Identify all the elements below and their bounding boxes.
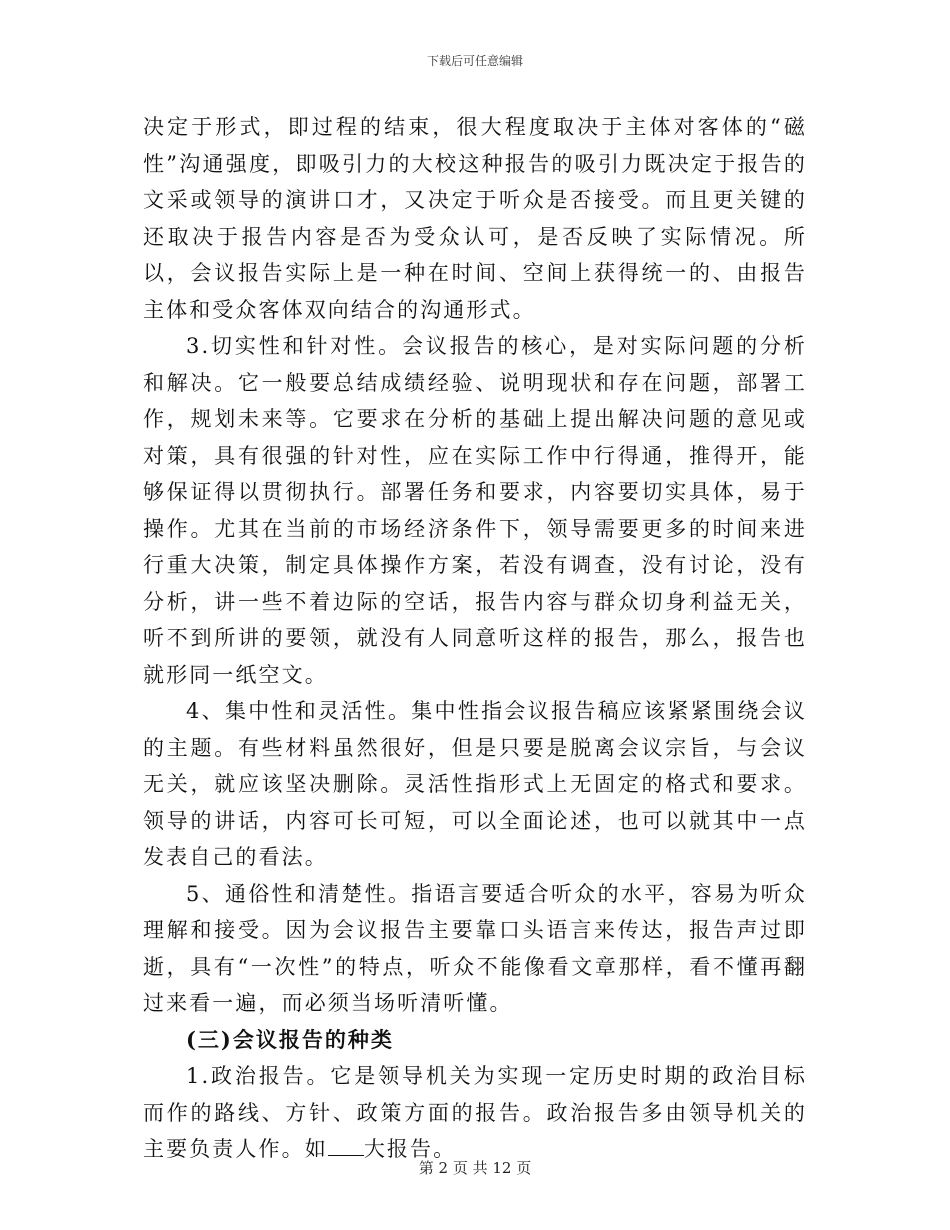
page-header: 下载后可任意编辑 (426, 54, 523, 68)
paragraph-political-report (143, 1058, 807, 1168)
political-report-text: 1.政治报告。它是领导机关为实现一定历史时期的政治目标而作的路线、方针、政策方面的报告。政治报告多由领导机关的主要负责人作。如 (143, 1064, 807, 1161)
paragraph-continuation: 决定于形式，即过程的结束，很大程度取决于主体对客体的“磁性”沟通强度，即吸引力的大校这种报告的吸引力既决定于报告的文采或领导的演讲口才，又决定于听众是否接受。而且更关键的还取决于报告内容是否为受众认可，是否反映了实际情况。所以，会议报告实际上是一种在时间、空间上获得统一的、由报告主体和受众客体双向结合的沟通形式。 (143, 115, 807, 322)
paragraph-plainness-clarity: 5、通俗性和清楚性。指语言要适合听众的水平，容易为听众理解和接受。因为会议报告主要靠口头语言来传达，报告声过即逝，具有“一次性”的特点，听众不能像看文章那样，看不懂再翻过来看一遍，而必须当场听清听懂。 (143, 881, 807, 1015)
fill-in-blank (328, 1137, 364, 1156)
paragraph-practicality: 3.切实性和针对性。会议报告的核心，是对实际问题的分析和解决。它一般要总结成绩经验、说明现状和存在问题，部署工作，规划未来等。它要求在分析的基础上提出解决问题的意见或对策，具有很强的针对性，应在实际工作中行得通，推得开，能够保证得以贯彻执行。部署任务和要求，内容要切实具体，易于操作。尤其在当前的市场经济条件下，领导需要更多的时间来进行重大决策，制定具体操作方案，若没有调查，没有讨论，没有分析，讲一些不着边际的空话，报告内容与群众切身利益无关，听不到所讲的要领，就没有人同意听这样的报告，那么，报告也就形同一纸空文。 (143, 334, 807, 687)
paragraph-focus-flexibility: 4、集中性和灵活性。集中性指会议报告稿应该紧紧围绕会议的主题。有些材料虽然很好，但是只要是脱离会议宗旨，与会议无关，就应该坚决删除。灵活性指形式上无固定的格式和要求。领导的讲话，内容可长可短，可以全面论述，也可以就其中一点发表自己的看法。 (143, 699, 807, 869)
section-heading: (三)会议报告的种类 (186, 1026, 394, 1052)
page-footer: 第 2 页 共 12 页 (418, 1159, 532, 1177)
document-body (143, 109, 807, 1168)
political-report-text-end: 大报告。 (363, 1137, 457, 1161)
